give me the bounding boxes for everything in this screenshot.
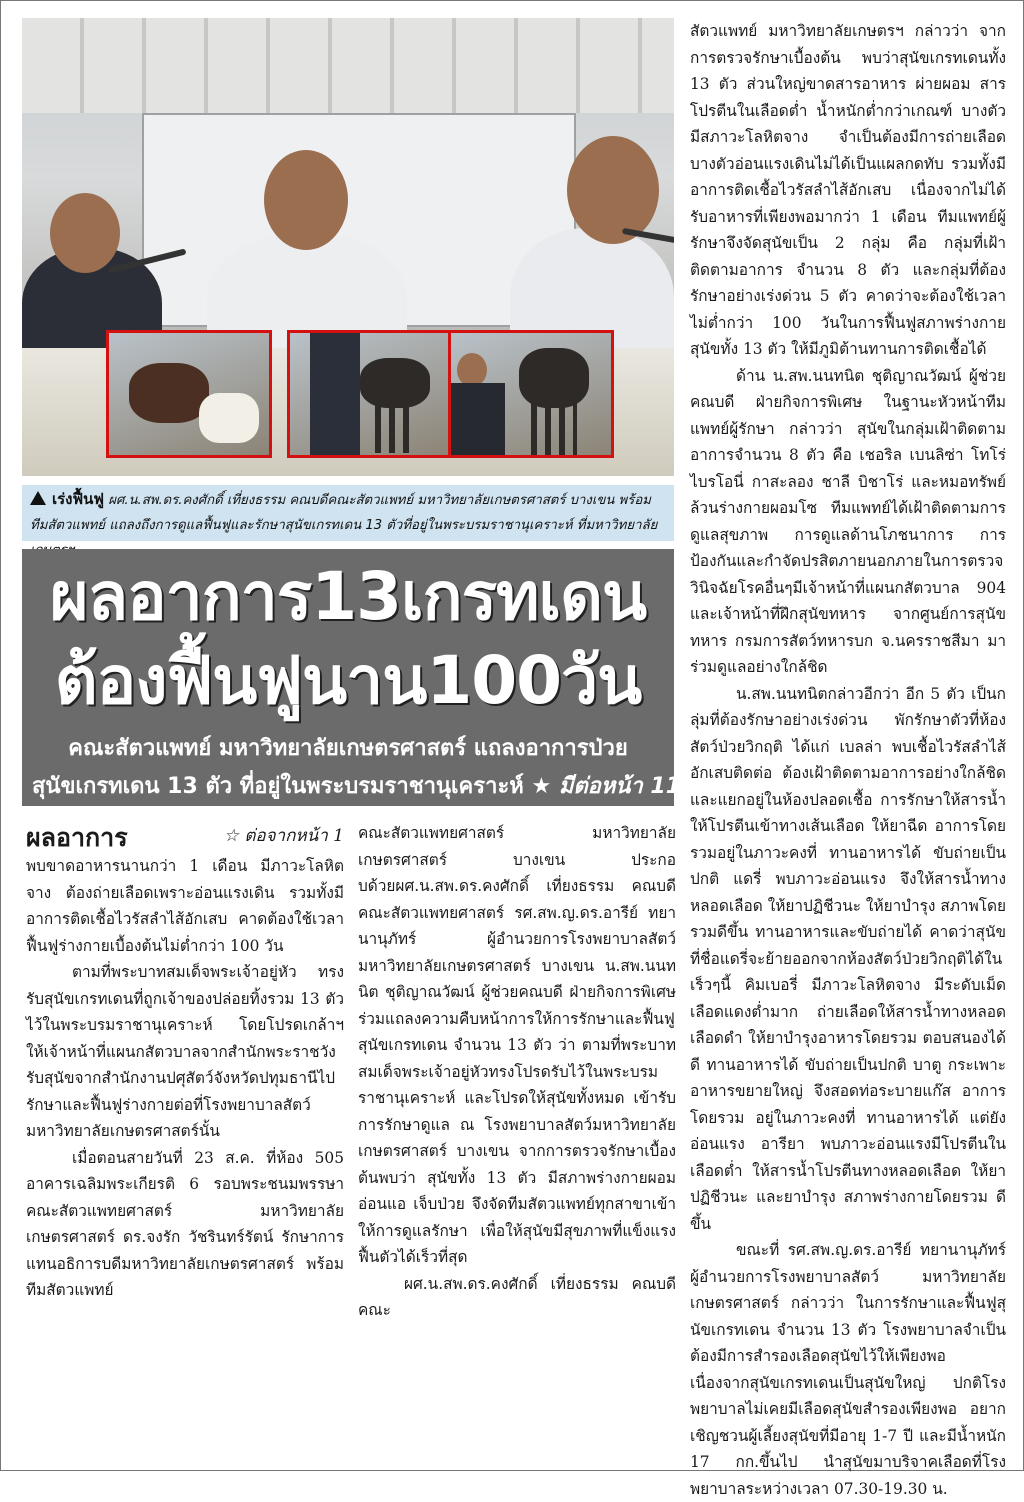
handler-head [457, 353, 487, 387]
article-column-3 [690, 18, 1006, 1502]
dog-figure [360, 358, 430, 408]
paragraph: ด้าน น.สพ.นนทนิต ชุติญาณวัฒน์ ผู้ช่วยคณบดี ฝ่ายกิจการพิเศษ ในฐานะหัวหน้าทีมแพทย์ผู้รักษา กล่าวว่า สุนัขในกลุ่มเฝ้าติดตามอาการจำนวน 8 ตัว คือ เชอริล เบนลิซ่า โทโร่ ไบรโอนี่ กาสะลอง ชาลี บิชาโร่ และหมอทรัพย์ ล้วนร่างกายผอมโซ ทีมแพทย์ได้เฝ้าติดตามการดูแลสุขภาพ การดูแลด้านโภชนาการ การป้องกันและกำจัดปรสิตภายนอกภายในการตรวจวินิจฉัยโรคอื่นๆมีเจ้าหน้าที่แผนกสัตวบาล 904 และเจ้าหน้าที่ฝึกสุนัขทหาร จากศูนย์การสุนัขทหาร กรมการสัตว์ทหารบก จ.นครราชสีมา มาร่วมดูแลอย่างใกล้ชิด [690, 366, 1006, 676]
caption-text: ผศ.น.สพ.ดร.คงศักดิ์ เที่ยงธรรม คณบดีคณะสัตวแพทย์ มหาวิทยาลัยเกษตรศาสตร์ บางเขน พร้อมทีมสัตวแพทย์ แถลงถึงการดูแลฟื้นฟูและรักษาสุนัขเกรทเดน 13 ตัวที่อยู่ในพระบรมราชานุเคราะห์ ที่มหาวิทยาลัย [30, 493, 658, 533]
ceiling-lights [22, 18, 674, 113]
speaker-center-head [264, 150, 348, 250]
paragraph: เมื่อตอนสายวันที่ 23 ส.ค. ที่ห้อง 505 อาคารเฉลิมพระเกียรติ 6 รอบพระชนมพรรษา คณะสัตวแพทยศาสตร์ มหาวิทยาลัยเกษตรศาสตร์ ดร.จงรัก วัชรินทร์รัตน์ รักษาการแทนอธิการบดีมหาวิทยาลัยเกษตรศาสตร์ พร้อมทีมสัตวแพทย์ [26, 1148, 344, 1299]
section-title: ผลอาการ [26, 823, 128, 852]
dog-legs [375, 403, 415, 453]
press-conference-photo [22, 18, 674, 476]
dog-figure [519, 348, 589, 408]
paragraph: ตามที่พระบาทสมเด็จพระเจ้าอยู่หัว ทรงรับสุนัขเกรทเดนที่ถูกเจ้าของปล่อยทิ้งรวม 13 ตัว ไว้ในพระบรมราชานุเคราะห์ โดยโปรดเกล้าฯ ให้เจ้าหน้าที่แผนกสัตวบาลจากสำนักพระราชวัง รับสุนัขจากสำนักงานปศุสัตว์จังหวัดปทุมธานีไปรักษาและฟื้นฟูร่างกายต่อที่โรงพยาบาลสัตว์มหาวิทยาลัยเกษตรศาสตร์นั้น [26, 963, 344, 1140]
speaker-left-head [50, 193, 120, 273]
continued-page-ref: มีต่อหน้า 11 [558, 774, 682, 799]
headline-line-1: ผลอาการ13เกรทเดน [49, 558, 647, 635]
headline-line-2: ต้องฟื้นฟูนาน100วัน [54, 642, 642, 719]
paragraph: สัตวแพทย์ มหาวิทยาลัยเกษตรฯ กล่าวว่า จากการตรวจรักษาเบื้องต้น พบว่าสุนัขเกรทเดนทั้ง 13 ตัว ส่วนใหญ่ขาดสารอาหาร ผ่ายผอม สารโปรตีนในเลือดต่ำ น้ำหนักต่ำกว่าเกณฑ์ บางตัวมีสภาวะโลหิตจาง จำเป็นต้องมีการถ่ายเลือด บางตัวอ่อนแรงเดินไม่ได้เป็นแผลกดทับ รวมทั้งมีอาการติดเชื้อไวรัสลำไส้อักเสบ เนื่องจากไม่ได้รับอาหารที่เพียงพอมากว่า 1 เดือน ทีมแพทย์ผู้รักษาจึงจัดสุนัขเป็น 2 กลุ่ม คือ กลุ่มที่เฝ้าติดตามอาการ จำนวน 8 ตัว และกลุ่มที่ต้องรักษาอย่างเร่งด่วน 5 ตัว คาดว่าจะต้องใช้เวลาไม่ต่ำกว่า 100 วันในการฟื้นฟูสภาพร่างกายสุนัขทั้ง 13 ตัว ให้มีภูมิต้านทานการติดเชื้อได้ [690, 22, 1006, 358]
inset-photo-dog-handler [448, 330, 614, 458]
article-column-1 [26, 853, 344, 1304]
blanket [199, 393, 259, 443]
dog-figure [129, 363, 209, 423]
article-column-2 [358, 820, 676, 1324]
continued-from-ref: ☆ ต่อจากหน้า 1 [223, 826, 344, 846]
inset-photo-dog-lying [106, 330, 272, 458]
section-heading [26, 818, 344, 850]
triangle-bullet-icon [30, 491, 46, 505]
paragraph: น.สพ.นนทนิตกล่าวอีกว่า อีก 5 ตัว เป็นกลุ่มที่ต้องรักษาอย่างเร่งด่วน พักรักษาตัวที่ห้องสัตว์ป่วยวิกฤติ ได้แก่ เบลล่า พบเชื้อไวรัสลำไส้อักเสบติดต่อ ต้องเฝ้าติดตามอาการอย่างใกล้ชิดและแยกอยู่ในห้องปลอดเชื้อ การรักษาให้สารน้ำให้โปรตีนเข้าทางเส้นเลือด ให้ยาฉีด อาการโดยรวมอยู่ในภาวะคงที่ ทานอาหารได้ ขับถ่ายเป็นปกติ แดรี่ พบภาวะอ่อนแรง จึงให้สารน้ำทางหลอดเลือด ให้ยาปฏิชีวนะ ให้ยาบำรุง สภาพโดยรวมดีขึ้น ทานอาหารและขับถ่ายได้ คาดว่าสุนัขที่ชื่อแดรี่จะย้ายออกจากห้องสัตว์ป่วยวิกฤติได้ในเร็วๆนี้ คิมเบอรี่ มีภาวะโลหิตจาง มีระดับเม็ดเลือดแดงต่ำมาก ถ่ายเลือดให้สารน้ำทางหลอดเลือดดำ ให้ยาบำรุงอาหารโดยรวม ตอบสนองได้ดี ทานอาหารได้ ขับถ่ายเป็นปกติ บาตู กระเพาะอาหารขยายใหญ่ จึงสอดท่อระบายแก๊ส อาการโดยรวม อยู่ในภาวะคงที่ ทานอาหารได้ แต่ยังอ่อนแรง อารียา พบภาวะอ่อนแรงมีโปรตีนในเลือดต่ำ ให้สารน้ำโปรตีนทางหลอดเลือด ให้ยาปฏิชีวนะ และยาบำรุง สภาพร่างกายโดยรวม ดีขึ้น [690, 684, 1006, 1233]
handler-figure [451, 383, 505, 458]
paragraph: พบขาดอาหารนานกว่า 1 เดือน มีภาวะโลหิตจาง ต้องถ่ายเลือดเพราะอ่อนแรงเดิน รวมทั้งมีอาการติดเชื้อไวรัสลำไส้อักเสบ คาดต้องใช้เวลาฟื้นฟูร่างกายเบื้องต้นไม่ต่ำกว่า 100 วัน [26, 857, 344, 955]
handler-figure [310, 333, 360, 458]
paragraph: คณะสัตวแพทยศาสตร์ มหาวิทยาลัยเกษตรศาสตร์ บางเขน ประกอบด้วยผศ.น.สพ.ดร.คงศักดิ์ เที่ยงธรรม คณบดีคณะสัตวแพทยศาสตร์ รศ.สพ.ญ.ดร.อารีย์ ทยานานุภัทร์ ผู้อำนวยการโรงพยาบาลสัตว์ มหาวิทยาลัยเกษตรศาสตร์ บางเขน น.สพ.นนทนิต ชุติญาณวัฒน์ ผู้ช่วยคณบดี ฝ่ายกิจการพิเศษ ร่วมแถลงความคืบหน้าการให้การรักษาและฟื้นฟูสุนัขเกรทเดน จำนวน 13 ตัว ว่า ตามที่พระบาทสมเด็จพระเจ้าอยู่หัวทรงโปรดรับไว้ในพระบรมราชานุเคราะห์ และโปรดให้สุนัขทั้งหมด เข้ารับการรักษาดูแล ณ โรงพยาบาลสัตว์มหาวิทยาลัยเกษตรศาสตร์ บางเขน จากการตรวจรักษาเบื้องต้นพบว่า สุนัขทั้ง 13 ตัว มีสภาพร่างกายผอม อ่อนแอ เจ็บป่วย จึงจัดทีมสัตวแพทย์ทุกสาขาเข้าให้การดูแลรักษา เพื่อให้สุนัขมีสุขภาพที่แข็งแรง ฟื้นตัวได้เร็วที่สุด [358, 824, 676, 1266]
caption-lead: เร่งฟื้นฟู [52, 490, 105, 508]
subheadline-line-2 [32, 767, 684, 807]
paragraph: ขณะที่ รศ.สพ.ญ.ดร.อารีย์ ทยานานุภัทร์ ผู้อำนวยการโรงพยาบาลสัตว์ มหาวิทยาลัยเกษตรศาสตร์ กล่าวว่า ในการรักษาและฟื้นฟูสุนัขเกรทเดน จำนวน 13 ตัว โรงพยาบาลจำเป็นต้องมีการสำรองเลือดสุนัขไว้ให้เพียงพอ เนื่องจากสุนัขเกรทเดนเป็นสุนัขใหญ่ ปกติโรงพยาบาลไม่เคยมีเลือดสุนัขสำรองเพียงพอ อยากเชิญชวนผู้เลี้ยงสุนัขที่มีอายุ 1-7 ปี และมีน้ำหนัก 17 กก.ขึ้นไป นำสุนัขมาบริจาคเลือดที่โรงพยาบาลระหว่างเวลา 07.30-19.30 น. [690, 1241, 1006, 1498]
dog-legs [531, 403, 577, 455]
headline-block [22, 549, 682, 806]
star-icon: ★ [531, 774, 552, 799]
inset-photo-dog-standing [287, 330, 453, 458]
photo-caption [22, 485, 674, 541]
subheadline-line-1: คณะสัตวแพทย์ มหาวิทยาลัยเกษตรศาสตร์ แถลงอาการป่วย [68, 736, 628, 761]
subheadline-text: สุนัขเกรทเดน 13 ตัว ที่อยู่ในพระบรมราชานุเคราะห์ [32, 774, 524, 799]
paragraph: ผศ.น.สพ.ดร.คงศักดิ์ เที่ยงธรรม คณบดีคณะ [358, 1274, 676, 1319]
speaker-right-head [567, 136, 659, 244]
